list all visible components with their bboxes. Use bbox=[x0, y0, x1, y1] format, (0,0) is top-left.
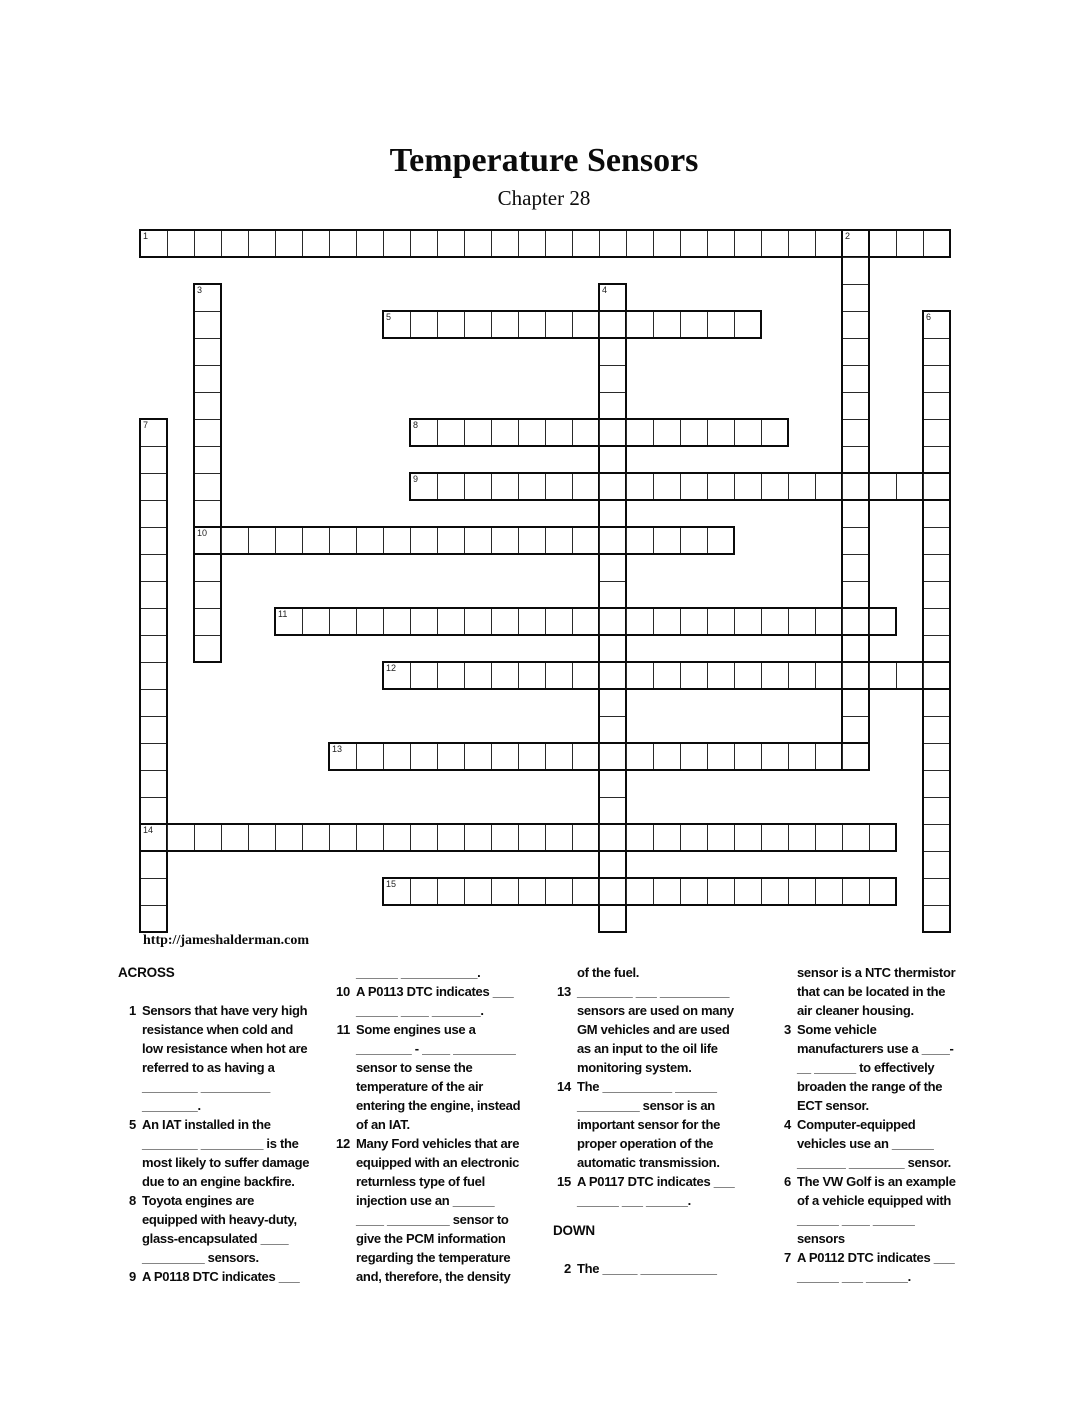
clue-text-line: A P0118 DTC indicates ___ bbox=[142, 1269, 300, 1284]
cell-number-7: 7 bbox=[143, 420, 149, 430]
clue-text-line: important sensor for the bbox=[577, 1117, 721, 1132]
clue-text bbox=[577, 982, 767, 1077]
clue-column-2 bbox=[332, 963, 546, 1286]
clue-2 bbox=[553, 1259, 767, 1278]
clue-number: 3 bbox=[783, 1022, 791, 1037]
clue-text-line: ________ _________ is the bbox=[142, 1136, 299, 1151]
clue-text-line: ________ ___ __________ bbox=[577, 984, 730, 999]
clue-text bbox=[577, 1172, 767, 1210]
word-outline-12-across bbox=[382, 661, 951, 690]
clue-text-line: sensor is a NTC thermistor bbox=[797, 965, 956, 980]
word-outline-11-across bbox=[274, 607, 897, 636]
word-outline-13-across bbox=[328, 742, 870, 771]
word-outline-8-across bbox=[409, 418, 789, 447]
clue-text-line: ______ ____ _______. bbox=[356, 1003, 484, 1018]
clue-continuation bbox=[773, 963, 987, 1020]
clue-text-line: entering the engine, instead bbox=[356, 1098, 521, 1113]
cell-number-11: 11 bbox=[278, 609, 288, 619]
clue-text-line: Computer-equipped bbox=[797, 1117, 916, 1132]
clue-text bbox=[356, 1020, 546, 1134]
clue-number: 9 bbox=[128, 1269, 136, 1284]
clue-text-line: The VW Golf is an example bbox=[797, 1174, 956, 1189]
crossword-grid bbox=[140, 230, 950, 932]
clue-10 bbox=[332, 982, 546, 1020]
clue-text-line: ______ ____ ______ bbox=[797, 1212, 915, 1227]
word-outline-14-across bbox=[139, 823, 897, 852]
clue-text bbox=[356, 1134, 546, 1286]
clue-number: 6 bbox=[783, 1174, 791, 1189]
clue-text-line: automatic transmission. bbox=[577, 1155, 720, 1170]
clue-text-line: of an IAT. bbox=[356, 1117, 410, 1132]
cell-number-10: 10 bbox=[197, 528, 208, 538]
word-outline-7-down bbox=[139, 418, 168, 933]
clue-text-line: that can be located in the bbox=[797, 984, 946, 999]
clue-text bbox=[797, 1172, 987, 1248]
clue-14 bbox=[553, 1077, 767, 1172]
clue-text-line: Sensors that have very high bbox=[142, 1003, 308, 1018]
word-outline-1-across bbox=[139, 229, 951, 258]
clue-11 bbox=[332, 1020, 546, 1134]
clue-text-line: due to an engine backfire. bbox=[142, 1174, 295, 1189]
clue-text-line: returnless type of fuel bbox=[356, 1174, 485, 1189]
clue-number: 14 bbox=[556, 1079, 571, 1094]
clue-text bbox=[142, 1001, 332, 1115]
clue-15 bbox=[553, 1172, 767, 1210]
clue-text-line: equipped with an electronic bbox=[356, 1155, 520, 1170]
clue-text-line: ECT sensor. bbox=[797, 1098, 869, 1113]
clue-text bbox=[577, 1259, 767, 1278]
clue-text-line: temperature of the air bbox=[356, 1079, 484, 1094]
clue-text-line: monitoring system. bbox=[577, 1060, 692, 1075]
clue-number: 15 bbox=[556, 1174, 571, 1189]
clue-number: 5 bbox=[128, 1117, 136, 1132]
cell-number-14: 14 bbox=[143, 825, 154, 835]
clue-text-line: The _____ ___________ bbox=[577, 1261, 717, 1276]
clue-number: 11 bbox=[336, 1022, 350, 1037]
page-subtitle: Chapter 28 bbox=[497, 186, 591, 210]
clue-number: 2 bbox=[563, 1261, 571, 1276]
clue-text-line: An IAT installed in the bbox=[142, 1117, 271, 1132]
clue-text bbox=[797, 1020, 987, 1115]
clue-text-line: ______ ___ ______. bbox=[577, 1193, 691, 1208]
cell-number-13: 13 bbox=[332, 744, 343, 754]
clue-text-line: Some vehicle bbox=[797, 1022, 877, 1037]
clue-text-line: vehicles use an ______ bbox=[797, 1136, 934, 1151]
cell-number-3: 3 bbox=[197, 285, 203, 295]
clue-text-line: as an input to the oil life bbox=[577, 1041, 718, 1056]
clue-text bbox=[356, 982, 546, 1020]
cell-number-15: 15 bbox=[386, 879, 397, 889]
clue-text bbox=[356, 963, 546, 982]
clue-text-line: A P0117 DTC indicates ___ bbox=[577, 1174, 735, 1189]
clue-text-line: proper operation of the bbox=[577, 1136, 714, 1151]
clue-text bbox=[797, 1248, 987, 1286]
clue-text-line: ________ __________ bbox=[142, 1079, 271, 1094]
cell-number-5: 5 bbox=[386, 312, 392, 322]
clue-text-line: Some engines use a bbox=[356, 1022, 476, 1037]
clue-text-line: _______ ________ sensor. bbox=[797, 1155, 951, 1170]
clue-number: 8 bbox=[128, 1193, 136, 1208]
clue-number: 13 bbox=[556, 984, 571, 999]
clue-text-line: regarding the temperature bbox=[356, 1250, 511, 1265]
word-outline-9-across bbox=[409, 472, 951, 501]
clue-text-line: _________ sensor is an bbox=[577, 1098, 715, 1113]
cell-number-8: 8 bbox=[413, 420, 419, 430]
clue-text-line: of a vehicle equipped with bbox=[797, 1193, 952, 1208]
clue-text-line: of the fuel. bbox=[577, 965, 640, 980]
word-outline-15-across bbox=[382, 877, 897, 906]
clue-text-line: broaden the range of the bbox=[797, 1079, 943, 1094]
clue-text-line: ________ - ____ _________ bbox=[356, 1041, 516, 1056]
word-outline-3-down bbox=[193, 283, 222, 663]
cell-number-2: 2 bbox=[845, 231, 851, 241]
clue-8 bbox=[118, 1191, 332, 1267]
clue-list-header-across: ACROSS bbox=[118, 965, 175, 980]
clue-column-1 bbox=[118, 963, 332, 1286]
cell-number-9: 9 bbox=[413, 474, 419, 484]
clue-text bbox=[577, 1077, 767, 1172]
clue-text bbox=[797, 963, 987, 1020]
clue-text bbox=[142, 1267, 332, 1286]
clue-3 bbox=[773, 1020, 987, 1115]
clue-text-line: most likely to suffer damage bbox=[142, 1155, 310, 1170]
clue-text-line: low resistance when hot are bbox=[142, 1041, 308, 1056]
word-outline-5-across bbox=[382, 310, 762, 339]
clue-text-line: A P0113 DTC indicates ___ bbox=[356, 984, 514, 999]
clue-text-line: _________ sensors. bbox=[142, 1250, 259, 1265]
clue-text-line: sensors bbox=[797, 1231, 845, 1246]
clue-text-line: The __________ ______ bbox=[577, 1079, 717, 1094]
clue-number: 1 bbox=[128, 1003, 136, 1018]
clue-text bbox=[142, 1191, 332, 1267]
clue-text-line: __ ______ to effectively bbox=[797, 1060, 935, 1075]
cell-number-12: 12 bbox=[386, 663, 397, 673]
clue-text-line: give the PCM information bbox=[356, 1231, 506, 1246]
clue-text-line: resistance when cold and bbox=[142, 1022, 294, 1037]
clue-5 bbox=[118, 1115, 332, 1191]
clue-column-3 bbox=[553, 963, 767, 1278]
clue-12 bbox=[332, 1134, 546, 1286]
clue-text bbox=[142, 1115, 332, 1191]
clue-1 bbox=[118, 1001, 332, 1115]
clue-7 bbox=[773, 1248, 987, 1286]
clue-9 bbox=[118, 1267, 332, 1286]
clue-text-line: Toyota engines are bbox=[142, 1193, 255, 1208]
clue-text-line: equipped with heavy-duty, bbox=[142, 1212, 297, 1227]
clue-text-line: GM vehicles and are used bbox=[577, 1022, 730, 1037]
cell-number-6: 6 bbox=[926, 312, 932, 322]
clue-number: 12 bbox=[335, 1136, 350, 1151]
clue-4 bbox=[773, 1115, 987, 1172]
clue-text-line: referred to as having a bbox=[142, 1060, 275, 1075]
clue-text-line: ______ ___________. bbox=[356, 965, 481, 980]
clue-text-line: sensors are used on many bbox=[577, 1003, 734, 1018]
word-outline-10-across bbox=[193, 526, 735, 555]
clue-text-line: injection use an ______ bbox=[356, 1193, 495, 1208]
clue-text-line: ______ ___ ______. bbox=[797, 1269, 911, 1284]
cell-number-4: 4 bbox=[602, 285, 608, 295]
clue-text bbox=[577, 963, 767, 982]
clue-text-line: A P0112 DTC indicates ___ bbox=[797, 1250, 955, 1265]
clue-text-line: air cleaner housing. bbox=[797, 1003, 914, 1018]
clue-continuation bbox=[332, 963, 546, 982]
word-outline-6-down bbox=[922, 310, 951, 933]
clue-text-line: and, therefore, the density bbox=[356, 1269, 511, 1284]
clue-number: 4 bbox=[783, 1117, 791, 1132]
clue-text-line: glass-encapsulated ____ bbox=[142, 1231, 289, 1246]
clue-6 bbox=[773, 1172, 987, 1248]
clue-column-4 bbox=[773, 963, 987, 1286]
clue-list-header-down: DOWN bbox=[553, 1223, 595, 1238]
clue-13 bbox=[553, 982, 767, 1077]
cell-number-1: 1 bbox=[143, 231, 149, 241]
clue-number: 7 bbox=[783, 1250, 791, 1265]
clue-text-line: manufacturers use a ____- bbox=[797, 1041, 954, 1056]
clue-text bbox=[797, 1115, 987, 1172]
clue-text-line: Many Ford vehicles that are bbox=[356, 1136, 520, 1151]
clue-continuation bbox=[553, 963, 767, 982]
clue-text-line: ________. bbox=[142, 1098, 201, 1113]
clue-text-line: sensor to sense the bbox=[356, 1060, 473, 1075]
page-title: Temperature Sensors bbox=[389, 142, 699, 179]
clue-text-line: ____ _________ sensor to bbox=[356, 1212, 509, 1227]
clue-number: 10 bbox=[335, 984, 350, 999]
source-url: http://jameshalderman.com bbox=[143, 933, 310, 948]
